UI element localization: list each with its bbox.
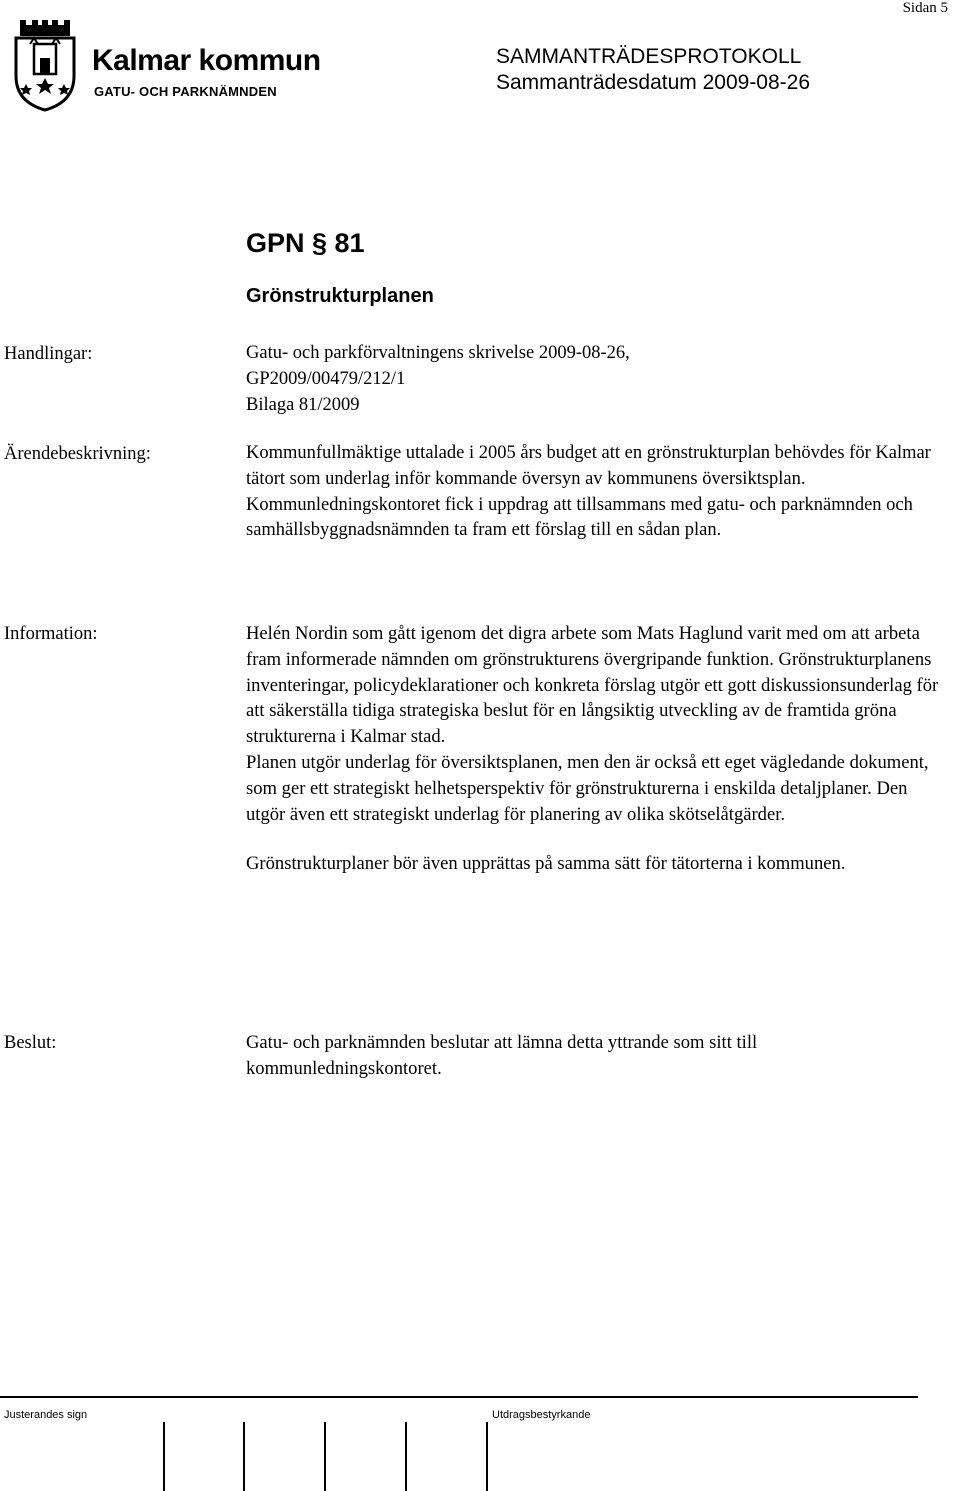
handlingar-label: Handlingar: bbox=[4, 344, 93, 364]
beslut-label: Beslut: bbox=[4, 1033, 57, 1053]
information-paragraph: Helén Nordin som gått igenom det digra arbete som Mats Haglund varit med om att arbeta fram informerade nämnden om grönstrukturens övergripande funktion. Grönstrukturplanens inventeringar, policydeklarationer och konkreta förslag utgör ett gott diskussionsunderlag för att säkerställa tidiga strategiska beslut för en långsiktig utveckling av de framtida gröna strukturerna i Kalmar stad. bbox=[246, 623, 939, 748]
arendebeskrivning-text: Kommunfullmäktige uttalade i 2005 års budget att en grönstrukturplan behövdes för Kalmar tätort som underlag inför kommande översyn av kommunens översiktsplan. Kommunledningskontoret fick i uppdrag att tillsammans med gatu- och parknämnden och samhällsbyggnadsnämnden ta fram ett förslag till en sådan plan. bbox=[246, 443, 931, 541]
signature-footer bbox=[0, 1394, 918, 1491]
meeting-date: Sammanträdesdatum 2009-08-26 bbox=[496, 71, 811, 94]
information-paragraph: Grönstrukturplaner bör även upprättas på samma sätt för tätorterna i kommunen. bbox=[246, 853, 846, 875]
case-subject-heading: Grönstrukturplanen bbox=[246, 285, 434, 307]
protocol-title: SAMMANTRÄDESPROTOKOLL bbox=[496, 45, 802, 68]
department-name: GATU- OCH PARKNÄMNDEN bbox=[94, 84, 277, 99]
beslut-content bbox=[246, 1030, 946, 1082]
signature-box-divider bbox=[405, 1422, 407, 1491]
signature-box-divider bbox=[243, 1422, 245, 1491]
footer-divider bbox=[0, 1396, 918, 1398]
handlingar-line: Gatu- och parkförvaltningens skrivelse 2009-08-26, bbox=[246, 343, 630, 363]
signature-box-divider bbox=[324, 1422, 326, 1491]
information-label: Information: bbox=[4, 624, 98, 644]
justerandes-sign-label: Justerandes sign bbox=[4, 1409, 88, 1421]
information-paragraph: Planen utgör underlag för översiktsplanen, men den är också ett eget vägledande dokument, som ger ett strategiskt helhetsperspektiv för grönstrukturerna i enskilda detaljplaner. Den utgör även ett strategiskt underlag för planering av olika skötselåtgärder. bbox=[246, 751, 929, 825]
brand-name: Kalmar kommun bbox=[92, 44, 321, 77]
case-number-heading: GPN § 81 bbox=[246, 228, 365, 258]
arendebeskrivning-label: Ärendebeskrivning: bbox=[4, 444, 151, 464]
information-content bbox=[246, 621, 946, 877]
utdragsbestyrkande-label: Utdragsbestyrkande bbox=[492, 1409, 591, 1421]
handlingar-line: GP2009/00479/212/1 bbox=[246, 368, 406, 389]
signature-box-divider bbox=[163, 1422, 165, 1491]
signature-box-divider bbox=[486, 1422, 488, 1491]
beslut-text: Gatu- och parknämnden beslutar att lämna detta yttrande som sitt till kommunledningskontoret. bbox=[246, 1032, 758, 1079]
page-number: Sidan 5 bbox=[902, 0, 948, 16]
handlingar-content bbox=[246, 341, 946, 418]
kalmar-coat-of-arms-logo bbox=[12, 14, 78, 112]
handlingar-line: Bilaga 81/2009 bbox=[246, 394, 360, 415]
arendebeskrivning-content bbox=[246, 441, 946, 544]
